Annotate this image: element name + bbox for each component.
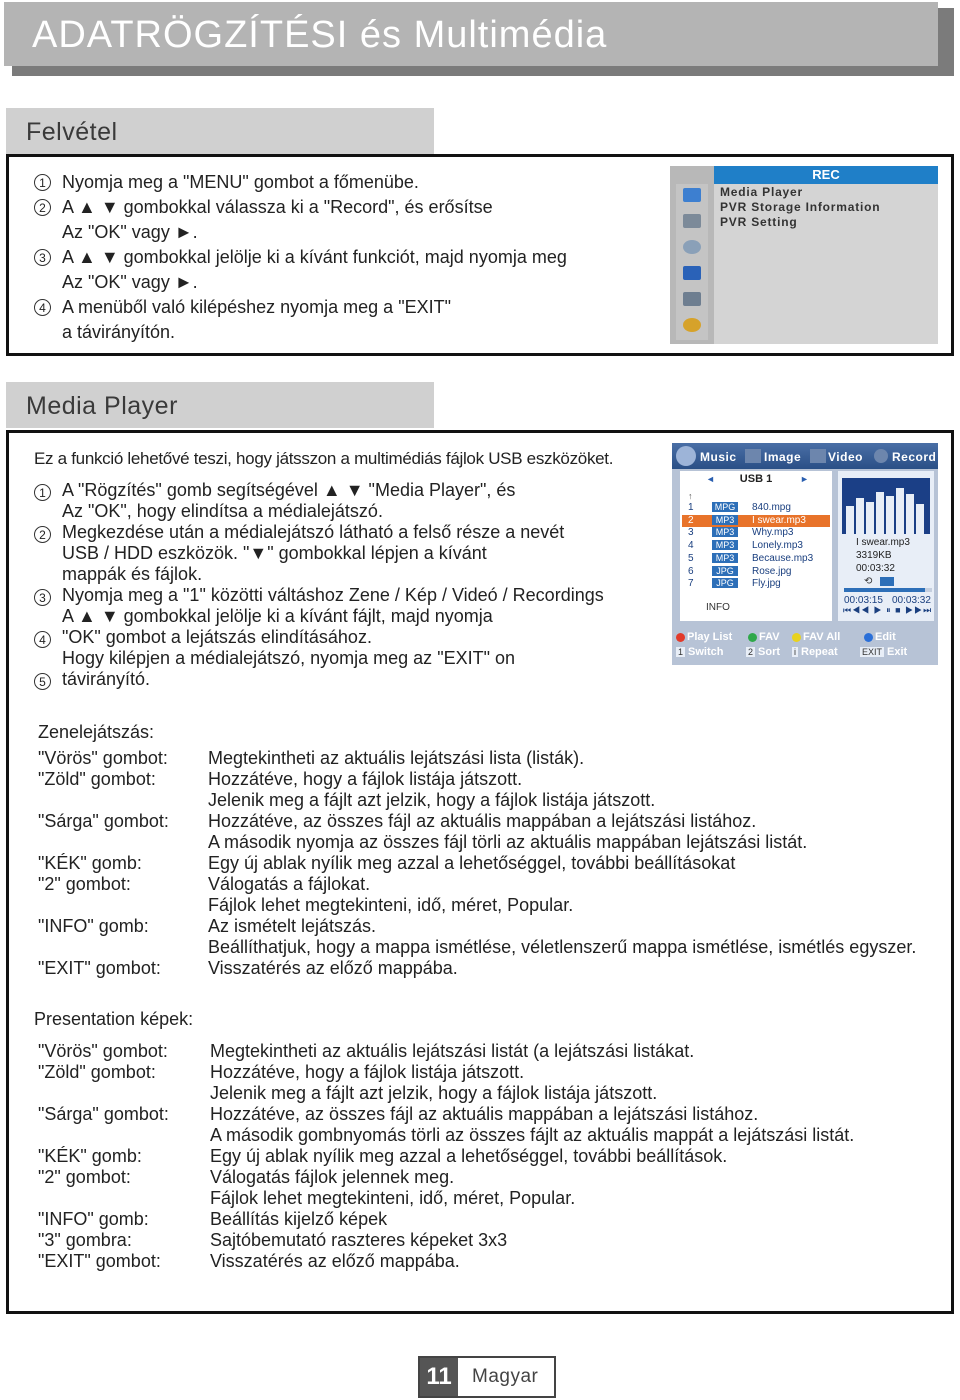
- player-button[interactable]: [676, 646, 723, 658]
- function-key-label: "EXIT" gombot:: [38, 1251, 161, 1271]
- rec-menu-item-pvr-storage[interactable]: PVR Storage Information: [720, 200, 881, 214]
- file-index: 4: [688, 540, 694, 552]
- users-icon: [683, 292, 701, 306]
- folder-up-icon[interactable]: ↑: [688, 491, 693, 501]
- player-button-label: FAV All: [803, 631, 841, 643]
- file-index: 2: [688, 514, 694, 526]
- player-button[interactable]: [864, 631, 896, 643]
- progress-track: [844, 588, 932, 592]
- tools-icon: [683, 214, 701, 228]
- player-button[interactable]: [676, 631, 732, 643]
- file-index: 5: [688, 552, 694, 564]
- settings-icon: [683, 240, 701, 254]
- step-number: 5: [34, 673, 51, 690]
- function-key-label: "EXIT" gombot:: [38, 958, 161, 978]
- function-key-label: "Sárga" gombot:: [38, 1104, 169, 1124]
- function-description: Megtekintheti az aktuális lejátszási listát (a lejátszási listákat.: [210, 1041, 695, 1061]
- step-number: 2: [34, 526, 51, 543]
- info-label: INFO: [706, 602, 730, 613]
- function-description: Egy új ablak nyílik meg azzal a lehetőséggel, további beállításokat: [208, 853, 736, 873]
- tv-icon: [683, 188, 701, 202]
- tab-image[interactable]: Image: [764, 450, 802, 464]
- file-type-badge: JPG: [712, 578, 738, 588]
- function-description: Hozzátéve, az összes fájl az aktuális mappában a lejátszási listához.: [210, 1104, 759, 1124]
- function-description: Sajtóbemutató raszteres képeket 3x3: [210, 1230, 508, 1250]
- step-number: 3: [34, 249, 51, 266]
- color-key-icon: [792, 633, 801, 642]
- file-type-badge: MP3: [712, 540, 738, 550]
- function-description: Jelenik meg a fájlt azt jelzik, hogy a fájlok listája játszott.: [210, 1083, 658, 1103]
- page-title: ADATRÖGZÍTÉSI és Multimédia: [32, 14, 608, 56]
- function-description: A második nyomja az összes fájl törli az aktuális mappában lejátszási listát.: [208, 832, 808, 852]
- progress-fill: [844, 588, 925, 592]
- function-key-label: "Zöld" gombot:: [38, 769, 156, 789]
- function-key-label: "Zöld" gombot:: [38, 1062, 156, 1082]
- step-number: 3: [34, 589, 51, 606]
- function-key-label: "KÉK" gomb:: [38, 853, 142, 873]
- transport-controls[interactable]: ⏮◀◀ ▶ ⏸ ■ ▶▶⏭: [843, 605, 933, 615]
- function-key-label: "Vörös" gombot:: [38, 748, 168, 768]
- function-description: Hozzátéve, hogy a fájlok listája játszott.: [210, 1062, 525, 1082]
- step-text: A ▲ ▼ gombokkal válassza ki a "Record", és erősítse: [62, 197, 493, 217]
- file-row[interactable]: [682, 515, 830, 527]
- step-text: "OK" gombot a lejátszás elindításához.: [62, 627, 372, 647]
- file-name: I swear.mp3: [752, 514, 806, 526]
- file-row[interactable]: [682, 502, 830, 514]
- now-playing-size: 3319KB: [856, 550, 892, 561]
- player-button-label: FAV: [759, 631, 780, 643]
- rec-menu-item-pvr-setting[interactable]: PVR Setting: [720, 215, 798, 229]
- folder-icon: [683, 266, 701, 280]
- step-text: távirányító.: [62, 669, 151, 689]
- file-row[interactable]: [682, 566, 830, 578]
- device-label: USB 1: [739, 473, 773, 485]
- file-row[interactable]: [682, 527, 830, 539]
- color-key-icon: [676, 633, 685, 642]
- step-number: 4: [34, 631, 51, 648]
- media-intro: Ez a funkció lehetővé teszi, hogy játsszon a multimédiás fájlok USB eszközöket.: [34, 449, 614, 468]
- total-time: 00:03:32: [892, 595, 931, 606]
- player-button-label: Exit: [887, 646, 908, 658]
- step-number: 2: [34, 199, 51, 216]
- step-text: A ▲ ▼ gombokkal jelölje ki a kívánt fájlt, majd nyomja: [62, 606, 493, 626]
- step-text: A ▲ ▼ gombokkal jelölje ki a kívánt funkciót, majd nyomja meg: [62, 247, 567, 267]
- file-name: Why.mp3: [752, 527, 794, 539]
- eq-bar: [896, 488, 904, 534]
- key-badge: 1: [678, 647, 684, 657]
- picture-functions-heading: Presentation képek:: [34, 1009, 194, 1029]
- file-type-badge: MPG: [712, 502, 738, 512]
- file-name: Lonely.mp3: [752, 540, 803, 552]
- tab-music[interactable]: Music: [700, 450, 737, 464]
- file-type-badge: MP3: [712, 553, 738, 563]
- step-text: mappák és fájlok.: [62, 564, 203, 584]
- function-description: Fájlok lehet megtekinteni, idő, méret, Popular.: [210, 1188, 576, 1208]
- function-description: Megtekintheti az aktuális lejátszási lista (listák).: [208, 748, 585, 768]
- file-index: 6: [688, 565, 694, 577]
- rec-menu-item-media-player[interactable]: Media Player: [720, 185, 803, 199]
- eq-bar: [866, 502, 874, 534]
- tab-video[interactable]: Video: [828, 450, 863, 464]
- next-arrow-icon[interactable]: ►: [800, 474, 809, 484]
- player-button-label: Edit: [875, 631, 896, 643]
- file-index: 1: [688, 502, 694, 513]
- player-button-label: Sort: [758, 646, 781, 658]
- function-description: Beállíthatjuk, hogy a mappa ismétlése, véletlenszerű mappa ismétlése, ismétlés egyszer.: [208, 937, 917, 957]
- function-description: Egy új ablak nyílik meg azzal a lehetőséggel, további beállítások.: [210, 1146, 728, 1166]
- function-key-label: "Sárga" gombot:: [38, 811, 169, 831]
- step-number: 4: [34, 299, 51, 316]
- file-name: Fly.jpg: [752, 578, 781, 590]
- file-name: 840.mpg: [752, 502, 791, 513]
- eq-bar: [846, 506, 854, 534]
- record-section-title: Felvétel: [26, 118, 118, 146]
- step-text: A "Rögzítés" gomb segítségével ▲ ▼ "Media Player", és: [62, 480, 516, 500]
- step-number: 1: [34, 484, 51, 501]
- step-text: Hogy kilépjen a médialejátszó, nyomja meg az "EXIT" on: [62, 648, 515, 668]
- function-key-label: "Vörös" gombot:: [38, 1041, 168, 1061]
- file-row[interactable]: [682, 578, 830, 590]
- function-description: Visszatérés az előző mappába.: [210, 1251, 460, 1271]
- player-button[interactable]: [746, 646, 780, 658]
- step-text: Az "OK" vagy ►.: [62, 222, 198, 242]
- player-button-label: Switch: [688, 646, 724, 658]
- step-text: Nyomja meg a "MENU" gombot a főmenübe.: [62, 172, 419, 192]
- function-key-label: "2" gombot:: [38, 1167, 131, 1187]
- now-playing-name: I swear.mp3: [856, 537, 910, 548]
- step-text: a távirányítón.: [62, 322, 176, 342]
- eq-bar: [876, 492, 884, 534]
- function-key-label: "INFO" gomb:: [38, 1209, 149, 1229]
- player-button[interactable]: [860, 646, 907, 658]
- file-row[interactable]: [682, 553, 830, 565]
- function-description: Hozzátéve, hogy a fájlok listája játszott.: [208, 769, 523, 789]
- language-label: Magyar: [472, 1366, 539, 1387]
- eq-bar: [886, 496, 894, 534]
- file-row[interactable]: [682, 540, 830, 552]
- step-text: A menüből való kilépéshez nyomja meg a "EXIT": [62, 297, 451, 317]
- rec-menu-header: REC: [714, 166, 938, 184]
- function-key-label: "INFO" gomb:: [38, 916, 149, 936]
- function-key-label: "2" gombot:: [38, 874, 131, 894]
- step-text: USB / HDD eszközök. "▼" gombokkal lépjen a kívánt: [62, 543, 487, 563]
- file-type-badge: MP3: [712, 527, 738, 537]
- step-number: 1: [34, 174, 51, 191]
- rec-icon-column: [676, 184, 708, 340]
- image-icon: [745, 449, 761, 463]
- eq-bar: [856, 498, 864, 534]
- function-description: Jelenik meg a fájlt azt jelzik, hogy a fájlok listája játszott.: [208, 790, 656, 810]
- function-description: A második gombnyomás törli az összes fájlt az aktuális mappát a lejátszási listát.: [210, 1125, 855, 1145]
- key-badge: 2: [748, 647, 754, 657]
- music-note-icon: [676, 446, 696, 466]
- function-key-label: "3" gombra:: [38, 1230, 132, 1250]
- function-description: Fájlok lehet megtekinteni, idő, méret, Popular.: [208, 895, 574, 915]
- function-description: Az ismételt lejátszás.: [208, 916, 377, 936]
- file-name: Rose.jpg: [752, 565, 792, 577]
- player-button-label: Repeat: [801, 646, 838, 658]
- step-text: Nyomja meg a "1" közötti váltáshoz Zene / Kép / Videó / Recordings: [62, 585, 604, 605]
- file-name: Because.mp3: [752, 552, 814, 564]
- record-icon: [874, 449, 888, 463]
- repeat-icon: ⟲: [864, 576, 873, 587]
- file-type-badge: MP3: [712, 515, 738, 525]
- player-button[interactable]: [792, 646, 838, 658]
- video-icon: [810, 449, 826, 463]
- mode-icon: [880, 577, 894, 586]
- key-badge: i: [794, 647, 796, 657]
- player-button[interactable]: [748, 631, 780, 643]
- file-index: 3: [688, 527, 694, 539]
- player-button-label: Play List: [687, 631, 733, 643]
- step-text: Az "OK", hogy elindítsa a médialejátszó.: [62, 501, 383, 521]
- tab-record[interactable]: Record: [892, 450, 937, 464]
- page-number: 11: [420, 1358, 458, 1396]
- record-icon: [683, 318, 701, 332]
- prev-arrow-icon[interactable]: ◄: [706, 474, 715, 484]
- media-section-title: Media Player: [26, 392, 178, 420]
- music-functions-heading: Zenelejátszás:: [38, 722, 155, 742]
- now-playing-duration: 00:03:32: [856, 563, 895, 574]
- elapsed-time: 00:03:15: [844, 595, 883, 606]
- function-description: Visszatérés az előző mappába.: [208, 958, 458, 978]
- function-description: Válogatás a fájlokat.: [208, 874, 371, 894]
- function-key-label: "KÉK" gomb:: [38, 1146, 142, 1166]
- function-description: Válogatás fájlok jelennek meg.: [210, 1167, 455, 1187]
- step-text: Megkezdése után a médialejátszó látható a felső része a nevét: [62, 522, 565, 542]
- file-type-badge: JPG: [712, 566, 738, 576]
- color-key-icon: [864, 633, 873, 642]
- eq-bar: [906, 494, 914, 534]
- eq-bar: [916, 504, 924, 534]
- file-index: 7: [688, 578, 694, 590]
- step-text: Az "OK" vagy ►.: [62, 272, 198, 292]
- equalizer-visual: [842, 478, 930, 534]
- key-badge: EXIT: [862, 647, 883, 657]
- function-description: Hozzátéve, az összes fájl az aktuális mappában a lejátszási listához.: [208, 811, 757, 831]
- player-button[interactable]: [792, 631, 840, 643]
- function-description: Beállítás kijelző képek: [210, 1209, 388, 1229]
- color-key-icon: [748, 633, 757, 642]
